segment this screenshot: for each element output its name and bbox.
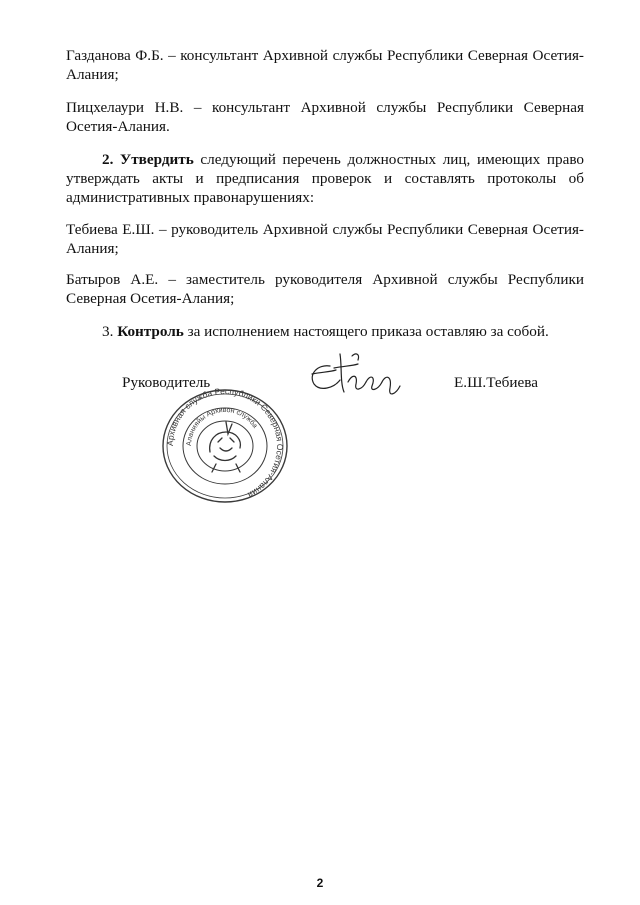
signatory-name: Е.Ш.Тебиева xyxy=(454,374,538,391)
item-keyword: Утвердить xyxy=(120,151,194,168)
paragraph-tebieva: Тебиева Е.Ш. – руководитель Архивной службы Республики Северная Осетия-Алания; xyxy=(66,221,584,257)
paragraph-batyrov: Батыров А.Е. – заместитель руководителя Архивной службы Республики Северная Осетия-Алания; xyxy=(66,271,584,307)
signature-role: Руководитель xyxy=(122,374,211,391)
item-text: за исполнением настоящего приказа оставляю за собой. xyxy=(183,323,549,340)
paragraph-pitskhelauri: Пицхелаури Н.В. – консультант Архивной службы Республики Северная Осетия-Алания. xyxy=(66,99,584,135)
item-number: 2. xyxy=(102,151,114,168)
svg-text:Аланияйы Архивон служба: Аланияйы Архивон служба xyxy=(185,406,259,447)
handwritten-signature xyxy=(300,348,410,404)
item-keyword: Контроль xyxy=(117,323,184,340)
paragraph-item-3 xyxy=(66,322,584,341)
item-text: следующий перечень должностных лиц, имеющих право утверждать акты и предписания проверок и составлять протоколы об административных правонарушениях: xyxy=(66,151,585,206)
svg-text:Архивная служба Республики Сев: Архивная служба Республики Северная Осетия-Алания xyxy=(164,386,286,501)
paragraph-item-2 xyxy=(66,150,584,207)
paragraph-gazdanova: Газданова Ф.Б. – консультант Архивной службы Республики Северная Осетия-Алания; xyxy=(66,47,584,83)
item-number: 3. xyxy=(102,323,114,340)
official-seal-icon xyxy=(158,386,292,506)
page-number: 2 xyxy=(316,876,324,890)
